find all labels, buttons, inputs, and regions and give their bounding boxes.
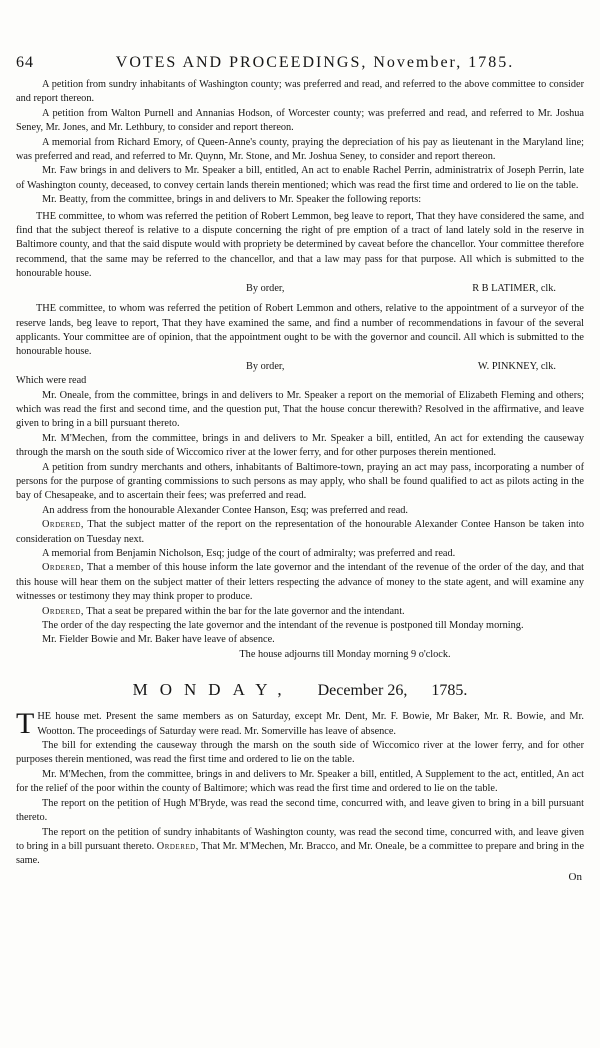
running-title: VOTES AND PROCEEDINGS, November, 1785. xyxy=(115,54,515,71)
signature-name: R B LATIMER, clk. xyxy=(472,282,556,294)
paragraph: A petition from sundry merchants and others, inhabitants of Baltimore-town, praying an act may pass, incorporating a number of persons for the purpose of granting commissions to such persons as may apply, who shall be found qualified to act as pilots acting in the bay of Chesapeake, and to ascertain their fees; was preferred and read. xyxy=(16,461,584,502)
day-name: MONDAY, xyxy=(132,680,294,700)
signature-by: By order, xyxy=(246,282,285,294)
order-paragraph xyxy=(16,518,584,547)
ordered-label: Ordered, xyxy=(42,519,85,531)
paragraph: Mr. M'Mechen, from the committee, brings in and delivers to Mr. Speaker a bill, entitled, A Supplement to the act, entitled, An act for the relief of the poor within the county of Baltimore; which was read the first time and ordered to lie on the table. xyxy=(16,768,584,795)
ordered-label: Ordered, xyxy=(42,562,85,574)
signature-by: By order, xyxy=(246,360,285,372)
page-header xyxy=(16,54,584,72)
order-text: That a seat be prepared within the bar for the late governor and the intendant. xyxy=(86,605,405,617)
order-text: That the subject matter of the report on the representation of the honourable Alexander Contee Hanson be taken into consideration on Tuesday next. xyxy=(16,519,584,545)
document-page xyxy=(16,54,584,883)
paragraph: The order of the day respecting the late governor and the intendant of the revenue is postponed till Monday morning. xyxy=(42,620,524,632)
drop-cap: T xyxy=(16,707,35,741)
catchword: On xyxy=(568,870,582,883)
paragraph xyxy=(16,826,584,869)
signature-name: W. PINKNEY, clk. xyxy=(477,360,556,372)
report-text: The report on the petition of sundry inhabitants of Washington county, was read the second time, concurred with, and leave given to bring in a bill pursuant thereto. xyxy=(16,826,584,852)
committee-report: THE committee, to whom was referred the petition of Robert Lemmon, beg leave to report, That they have considered the same, and find that the subject thereof is relative to a dispute concerning the right of pre emption of a tract of land lately sold in the reserve in Baltimore county, and that the said dispute would with propriety be determined by caveat before the chancellor. Your committee therefore recommend, that the same may be referred to the chancellor, and that a law may pass for that purpose. All which is submitted to the honourable house. xyxy=(16,210,584,280)
order-text: That a member of this house inform the late governor and the intendant of the revenue of the order of the day, and that this house will hear them on the subject matter of their letters respecting the advance of money to the state agent, and will examine any witnesses or testimony they may think proper to produce. xyxy=(16,562,584,603)
signature-line xyxy=(16,360,584,374)
paragraph: Which were read xyxy=(16,375,87,387)
day-heading xyxy=(16,680,584,700)
order-paragraph xyxy=(16,561,584,604)
committee-report: THE committee, to whom was referred the petition of Robert Lemmon and others, relative to the appointment of a surveyor of the reserve lands, beg leave to report, That they have examined the same, and find a number of recommendations in favour of the several applicants. Your committee are of opinion, that the appointment ought to be with the governor and council. All which is submitted to the honourable house. xyxy=(16,303,584,358)
signature-line xyxy=(16,282,584,296)
paragraph: A memorial from Benjamin Nicholson, Esq; judge of the court of admiralty; was preferred and read. xyxy=(42,548,456,559)
page-number: 64 xyxy=(16,54,34,71)
order-paragraph xyxy=(16,605,584,619)
paragraph: A petition from Walton Purnell and Annanias Hodson, of Worcester county; was preferred and read, and referred to Mr. Joshua Seney, Mr. Jones, and Mr. Lethbury, to consider and report thereon. xyxy=(16,107,584,134)
ordered-label: Ordered, xyxy=(42,605,85,617)
paragraph: The report on the petition of Hugh M'Bryde, was read the second time, concurred with, and leave given to bring in a bill pursuant thereto. xyxy=(16,797,584,824)
day-date: December 26, xyxy=(317,682,408,700)
paragraph: A memorial from Richard Emory, of Queen-Anne's county, praying the depreciation of his pay as lieutenant in the Maryland line; was preferred and read, and referred to Mr. Quynn, Mr. Stone, and Mr. Joshua Seney, to consider and report thereon. xyxy=(16,136,584,163)
paragraph: Mr. Fielder Bowie and Mr. Baker have leave of absence. xyxy=(42,634,275,646)
paragraph: An address from the honourable Alexander Contee Hanson, Esq; was preferred and read. xyxy=(42,504,408,516)
paragraph: A petition from sundry inhabitants of Washington county; was preferred and read, and referred to the above committee to consider and report thereon. xyxy=(16,79,584,105)
order-text: That Mr. M'Mechen, Mr. Bracco, and Mr. Oneale, be a committee to prepare and bring in the same. xyxy=(16,840,585,867)
ordered-label: Ordered, xyxy=(156,840,199,852)
paragraph: Mr. M'Mechen, from the committee, brings in and delivers to Mr. Speaker a bill, entitled, An act for extending the causeway through the marsh on the south side of Wiccomico river at the lower ferry, and for other purposes therein mentioned. xyxy=(16,432,584,459)
opening-paragraph xyxy=(16,707,584,741)
paragraph: The bill for extending the causeway through the marsh on the south side of Wiccomico river at the lower ferry, and for other purposes therein mentioned, was read the first time and ordered to lie on the table. xyxy=(16,740,584,766)
adjournment: The house adjourns till Monday morning 9 o'clock. xyxy=(239,648,451,660)
opening-text: HE house met. Present the same members as on Saturday, except Mr. Dent, Mr. F. Bowie, Mr Baker, Mr. R. Bowie, and Mr. Wootton. The proceedings of Saturday were read. Mr. Somerville has leave of absence. xyxy=(37,711,584,737)
paragraph: Mr. Oneale, from the committee, brings in and delivers to Mr. Speaker a report on the memorial of Elizabeth Fleming and others; which was read the first and second time, and the question put, That the house concur therewith? Resolved in the affirmative, and leave given to bring in a bill pursuant thereto. xyxy=(16,389,584,430)
paragraph: Mr. Faw brings in and delivers to Mr. Speaker a bill, entitled, An act to enable Rachel Perrin, administratrix of Joseph Perrin, late of Washington county, deceased, to convey certain lands therein mentioned; which was read the first time and ordered to lie on the table. xyxy=(16,165,584,191)
day-year: 1785. xyxy=(431,682,468,700)
paragraph: Mr. Beatty, from the committee, brings in and delivers to Mr. Speaker the following reports: xyxy=(42,194,422,206)
